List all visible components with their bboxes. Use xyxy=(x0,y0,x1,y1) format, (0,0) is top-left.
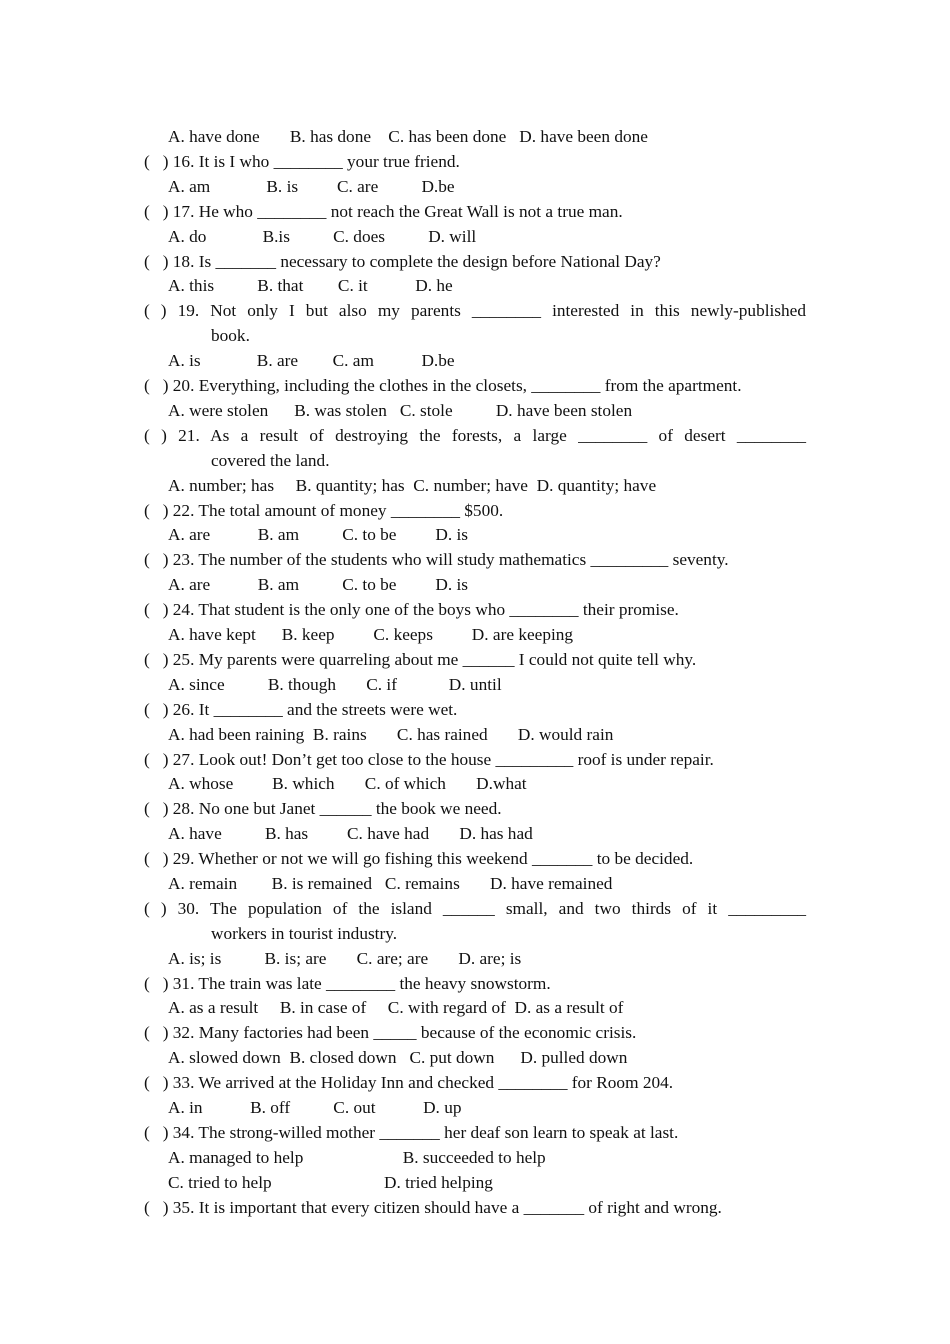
question-26: ( ) 26. It ________ and the streets were wet. xyxy=(144,700,458,719)
options-21: A. number; has B. quantity; has C. number; have D. quantity; have xyxy=(168,476,657,495)
question-17: ( ) 17. He who ________ not reach the Great Wall is not a true man. xyxy=(144,202,623,221)
options-34-row2: C. tried to help D. tried helping xyxy=(168,1173,493,1192)
question-32: ( ) 32. Many factories had been _____ because of the economic crisis. xyxy=(144,1023,637,1042)
options-23: A. are B. am C. to be D. is xyxy=(168,575,468,594)
options-20: A. were stolen B. was stolen C. stole D. have been stolen xyxy=(168,401,633,420)
question-20: ( ) 20. Everything, including the clothes in the closets, ________ from the apartment. xyxy=(144,376,742,395)
question-24: ( ) 24. That student is the only one of the boys who ________ their promise. xyxy=(144,600,679,619)
options-15: A. have done B. has done C. has been done D. have been done xyxy=(168,127,648,146)
question-30: ( ) 30. The population of the island ______ small, and two thirds of it _________ xyxy=(144,899,806,918)
options-27: A. whose B. which C. of which D.what xyxy=(168,774,527,793)
question-16: ( ) 16. It is I who ________ your true friend. xyxy=(144,152,460,171)
question-19-continued: book. xyxy=(211,326,250,345)
options-28: A. have B. has C. have had D. has had xyxy=(168,824,533,843)
options-18: A. this B. that C. it D. he xyxy=(168,276,453,295)
options-25: A. since B. though C. if D. until xyxy=(168,675,502,694)
question-31: ( ) 31. The train was late ________ the heavy snowstorm. xyxy=(144,974,551,993)
question-33: ( ) 33. We arrived at the Holiday Inn and checked ________ for Room 204. xyxy=(144,1073,674,1092)
question-30-continued: workers in tourist industry. xyxy=(211,924,398,943)
question-18: ( ) 18. Is _______ necessary to complete the design before National Day? xyxy=(144,252,661,271)
options-19: A. is B. are C. am D.be xyxy=(168,351,455,370)
question-19: ( ) 19. Not only I but also my parents ________ interested in this newly-published xyxy=(144,301,806,320)
question-21: ( ) 21. As a result of destroying the forests, a large ________ of desert ________ xyxy=(144,426,806,445)
options-31: A. as a result B. in case of C. with regard of D. as a result of xyxy=(168,998,624,1017)
options-16: A. am B. is C. are D.be xyxy=(168,177,455,196)
options-34-row1: A. managed to help B. succeeded to help xyxy=(168,1148,546,1167)
options-32: A. slowed down B. closed down C. put down D. pulled down xyxy=(168,1048,628,1067)
question-25: ( ) 25. My parents were quarreling about me ______ I could not quite tell why. xyxy=(144,650,697,669)
options-26: A. had been raining B. rains C. has rained D. would rain xyxy=(168,725,614,744)
question-23: ( ) 23. The number of the students who will study mathematics _________ seventy. xyxy=(144,550,729,569)
question-27: ( ) 27. Look out! Don’t get too close to the house _________ roof is under repair. xyxy=(144,750,714,769)
options-33: A. in B. off C. out D. up xyxy=(168,1098,462,1117)
question-21-continued: covered the land. xyxy=(211,451,330,470)
options-24: A. have kept B. keep C. keeps D. are keeping xyxy=(168,625,574,644)
options-17: A. do B.is C. does D. will xyxy=(168,227,477,246)
options-22: A. are B. am C. to be D. is xyxy=(168,525,468,544)
question-29: ( ) 29. Whether or not we will go fishing this weekend _______ to be decided. xyxy=(144,849,694,868)
question-35: ( ) 35. It is important that every citizen should have a _______ of right and wrong. xyxy=(144,1198,722,1217)
options-30: A. is; is B. is; are C. are; are D. are; is xyxy=(168,949,522,968)
question-28: ( ) 28. No one but Janet ______ the book we need. xyxy=(144,799,502,818)
options-29: A. remain B. is remained C. remains D. have remained xyxy=(168,874,613,893)
question-22: ( ) 22. The total amount of money ________ $500. xyxy=(144,501,504,520)
question-34: ( ) 34. The strong-willed mother _______ her deaf son learn to speak at last. xyxy=(144,1123,679,1142)
